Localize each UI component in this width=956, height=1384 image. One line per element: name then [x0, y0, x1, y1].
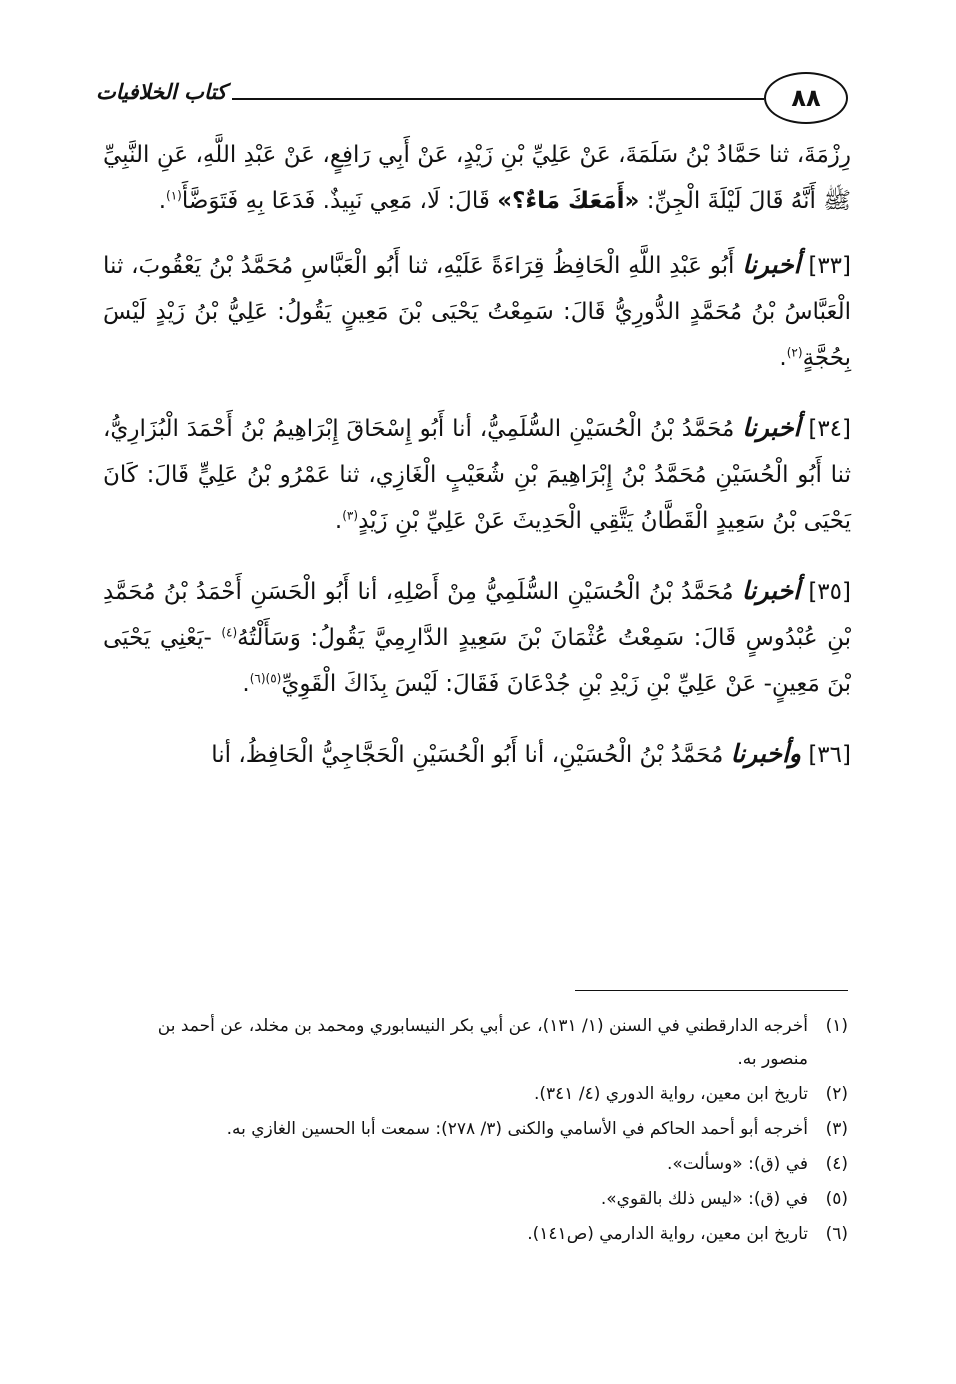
paragraph-33 [103, 242, 851, 381]
akhbarana-keyword: أخبرنا [742, 250, 801, 279]
footnote-number: (٤) [825, 1154, 848, 1174]
footnote-ref: (٤) [221, 625, 238, 640]
punctuation: . [334, 508, 343, 534]
footnote-text: أخرجه أبو أحمد الحاكم في الأسامي والكنى (٣/ ٢٧٨): سمعت أبا الحسين الغازي به. [226, 1119, 808, 1139]
punctuation: . [779, 345, 787, 371]
footnotes [108, 1010, 848, 1253]
paragraph-text: -يَعْنِي يَحْيَى بْنَ مَعِينٍ- عَنْ عَلِيِّ بْنِ زَيْدِ بْنِ جُدْعَانَ فَقَالَ: لَيْسَ بِذَاكَ الْقَوِيِّ [103, 625, 851, 697]
paragraph-text: أَبُو عَبْدِ اللَّهِ الْحَافِظُ قِرَاءَةً عَلَيْهِ، ثنا أَبُو الْعَبَّاسِ مُحَمَّدُ بْنُ يَعْقُوبَ، ثنا الْعَبَّاسُ بْنُ مُحَمَّدٍ الدُّورِيُّ قَالَ: سَمِعْتُ يَحْيَى بْنَ مَعِينٍ يَقُولُ: عَلِيُّ بْنُ زَيْدٍ لَيْسَ بِحُجَّةٍ [103, 253, 851, 371]
paragraph-text: مُحَمَّدُ بْنُ الْحُسَيْنِ، أنا أَبُو الْحُسَيْنِ الْحَجَّاجِيُّ الْحَافِظُ، أنا [211, 742, 731, 768]
hadith-number: [٣٤] [808, 416, 852, 442]
footnote-number: (٢) [825, 1084, 848, 1104]
footnote-text: تاريخ ابن معين، رواية الدوري (٤/ ٣٤١). [533, 1084, 808, 1104]
footnote-item [108, 1010, 848, 1076]
footnote-item [108, 1183, 848, 1216]
page-header [96, 72, 848, 132]
footnote-text: في (ق): «وسألت». [667, 1154, 808, 1174]
paragraph-text: مُحَمَّدُ بْنُ الْحُسَيْنِ السُّلَمِيُّ مِنْ أَصْلِهِ، أنا أَبُو الْحَسَنِ أَحْمَدُ بْنُ مُحَمَّدِ بْنِ عُبْدُوسٍ قَالَ: سَمِعْتُ عُثْمَانَ بْنَ سَعِيدٍ الدَّارِمِيَّ يَقُولُ: وَسَأَلْتُهُ [103, 579, 851, 651]
footnote-item [108, 1113, 848, 1146]
paragraph-34 [103, 405, 851, 544]
hadith-number: [٣٦] [808, 742, 851, 768]
footnote-text: أخرجه الدارقطني في السنن (١/ ١٣١)، عن أبي بكر النيسابوري ومحمد بن مخلد، عن أحمد بن منصور به. [157, 1016, 808, 1069]
footnote-item [108, 1078, 848, 1111]
footnote-ref: (٣) [342, 508, 359, 523]
akhbarana-keyword: أخبرنا [742, 413, 801, 442]
footnote-item [108, 1218, 848, 1251]
paragraph-35 [103, 568, 851, 707]
footnote-number: (٦) [825, 1224, 848, 1244]
footnote-ref: (١) [166, 188, 182, 203]
footnote-number: (٥) [825, 1189, 848, 1209]
header-rule [232, 98, 764, 100]
footnote-separator [575, 990, 848, 991]
paragraph-text: مُحَمَّدُ بْنُ الْحُسَيْنِ السُّلَمِيُّ، أنا أَبُو إِسْحَاقَ إِبْرَاهِيمُ بْنُ أَحْمَدَ الْبُزَارِيُّ، ثنا أَبُو الْحُسَيْنِ مُحَمَّدُ بْنُ إِبْرَاهِيمَ بْنِ شُعَيْبٍ الْغَازِي، ثنا عَمْرُو بْنُ عَلِيٍّ قَالَ: كَانَ يَحْيَى بْنُ سَعِيدٍ الْقَطَّانُ يَتَّقِي الْحَدِيثَ عَنْ عَلِيِّ بْنِ زَيْدٍ [103, 416, 851, 534]
hadith-quote: «أَمَعَكَ مَاءٌ؟» [497, 188, 640, 214]
paragraph-continuation [103, 132, 851, 224]
footnote-ref: (٢) [786, 345, 803, 360]
akhbarana-keyword: وأخبرنا [730, 739, 801, 768]
paragraph-36 [103, 731, 851, 778]
footnote-ref: (٥)(٦) [249, 671, 282, 686]
footnote-text: تاريخ ابن معين، رواية الدارمي (ص١٤١). [527, 1224, 808, 1244]
footnote-number: (٣) [825, 1119, 848, 1139]
punctuation: . [158, 188, 167, 214]
main-text [103, 132, 851, 802]
footnote-number: (١) [825, 1016, 848, 1036]
book-title: كتاب الخلافيات [96, 80, 227, 104]
paragraph-text: قَالَ: لَا، مَعِي نَبِيذٌ. فَدَعَا بِهِ فَتَوَضَّأَ [181, 188, 498, 214]
footnote-text: في (ق): «ليس ذلك بالقوي». [600, 1189, 808, 1209]
paragraph-text: رِزْمَةَ، ثنا حَمَّادُ بْنُ سَلَمَةَ، عَنْ عَلِيِّ بْنِ زَيْدٍ، عَنْ أَبِي رَافِعٍ، عَنْ عَبْدِ اللَّهِ، عَنِ النَّبِيِّ ﷺ أَنَّهُ قَالَ لَيْلَةَ الْجِنِّ: [103, 142, 851, 214]
punctuation: . [242, 671, 250, 697]
akhbarana-keyword: أخبرنا [741, 576, 801, 605]
footnote-item [108, 1148, 848, 1181]
page-number: ٨٨ [764, 72, 848, 124]
hadith-number: [٣٣] [808, 253, 852, 279]
hadith-number: [٣٥] [808, 579, 851, 605]
